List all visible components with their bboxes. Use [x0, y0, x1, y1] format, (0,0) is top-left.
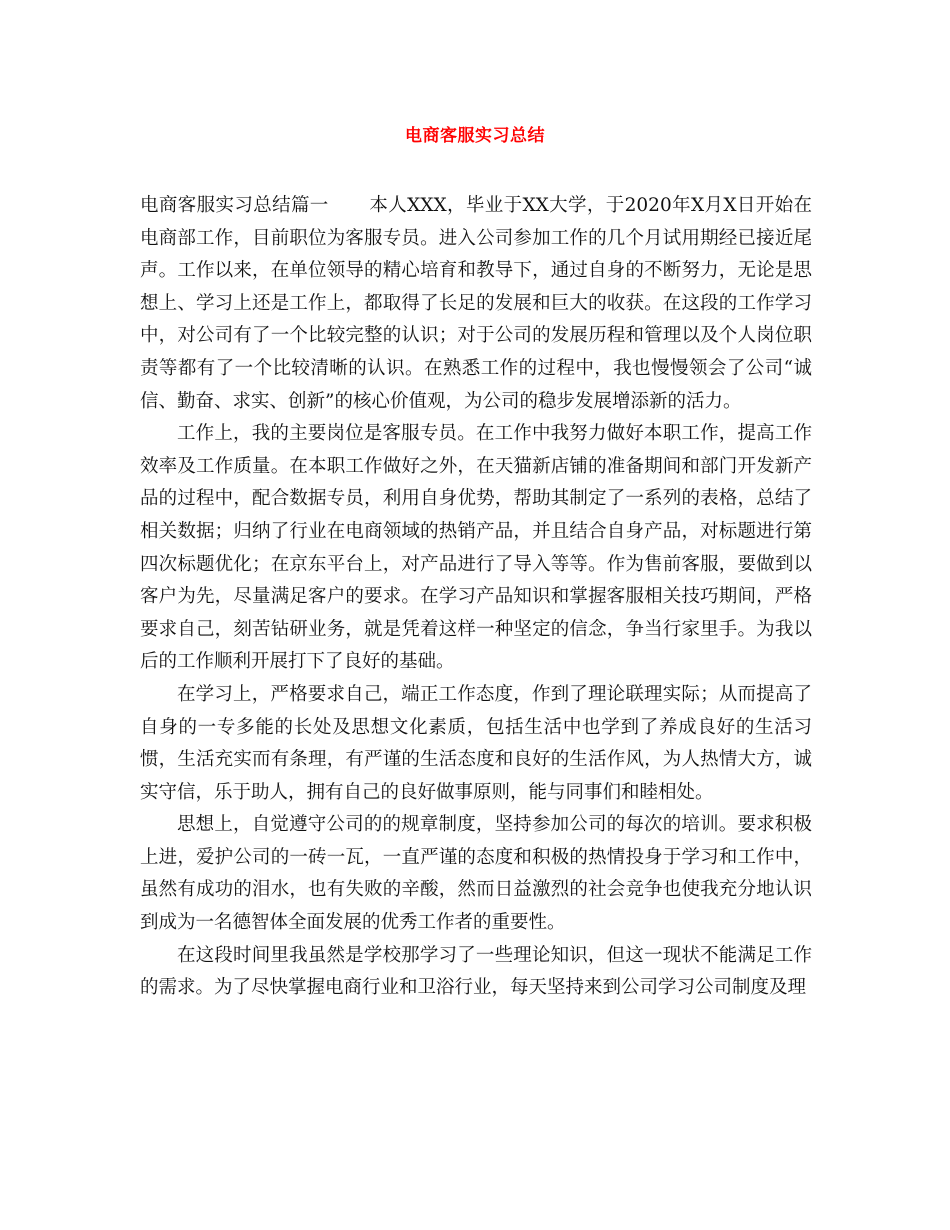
document-body [140, 190, 812, 1005]
paragraph-1 [140, 190, 812, 418]
document-title: 电商客服实习总结 [405, 126, 545, 146]
paragraph-1-text: 本人XXX，毕业于XX大学，于2020年X月X日开始在电商部工作，目前职位为客服专员。进入公司参加工作的几个月试用期经已接近尾声。工作以来，在单位领导的精心培育和教导下，通过自身的不断努力，无论是思想上、学习上还是工作上，都取得了长足的发展和巨大的收获。在这段的工作学习中，对公司有了一个比较完整的认识；对于公司的发展历程和管理以及个人岗位职责等都有了一个比较清晰的认识。在熟悉工作的过程中，我也慢慢领会了公司“诚信、勤奋、求实、创新”的核心价值观，为公司的稳步发展增添新的活力。 [140, 195, 812, 412]
paragraph-3: 在学习上，严格要求自己，端正工作态度，作到了理论联理实际；从而提高了自身的一专多能的长处及思想文化素质，包括生活中也学到了养成良好的生活习惯，生活充实而有条理，有严谨的生活态度和良好的生活作风，为人热情大方，诚实守信，乐于助人，拥有自己的良好做事原则，能与同事们和睦相处。 [140, 683, 812, 803]
paragraph-2: 工作上，我的主要岗位是客服专员。在工作中我努力做好本职工作，提高工作效率及工作质量。在本职工作做好之外，在天猫新店铺的准备期间和部门开发新产品的过程中，配合数据专员，利用自身优势，帮助其制定了一系列的表格，总结了相关数据；归纳了行业在电商领域的热销产品，并且结合自身产品，对标题进行第四次标题优化；在京东平台上，对产品进行了导入等等。作为售前客服，要做到以客户为先，尽量满足客户的要求。在学习产品知识和掌握客服相关技巧期间，严格要求自己，刻苦钻研业务，就是凭着这样一种坚定的信念，争当行家里手。为我以后的工作顺利开展打下了良好的基础。 [140, 423, 812, 673]
paragraph-5: 在这段时间里我虽然是学校那学习了一些理论知识，但这一现状不能满足工作的需求。为了尽快掌握电商行业和卫浴行业，每天坚持来到公司学习公司制度及理 [140, 944, 812, 999]
paragraph-4: 思想上，自觉遵守公司的的规章制度，坚持参加公司的每次的培训。要求积极上进，爱护公司的一砖一瓦，一直严谨的态度和积极的热情投身于学习和工作中，虽然有成功的泪水，也有失败的辛酸，然而日益激烈的社会竞争也使我充分地认识到成为一名德智体全面发展的优秀工作者的重要性。 [140, 814, 812, 934]
section-heading: 电商客服实习总结篇一 [140, 195, 329, 216]
